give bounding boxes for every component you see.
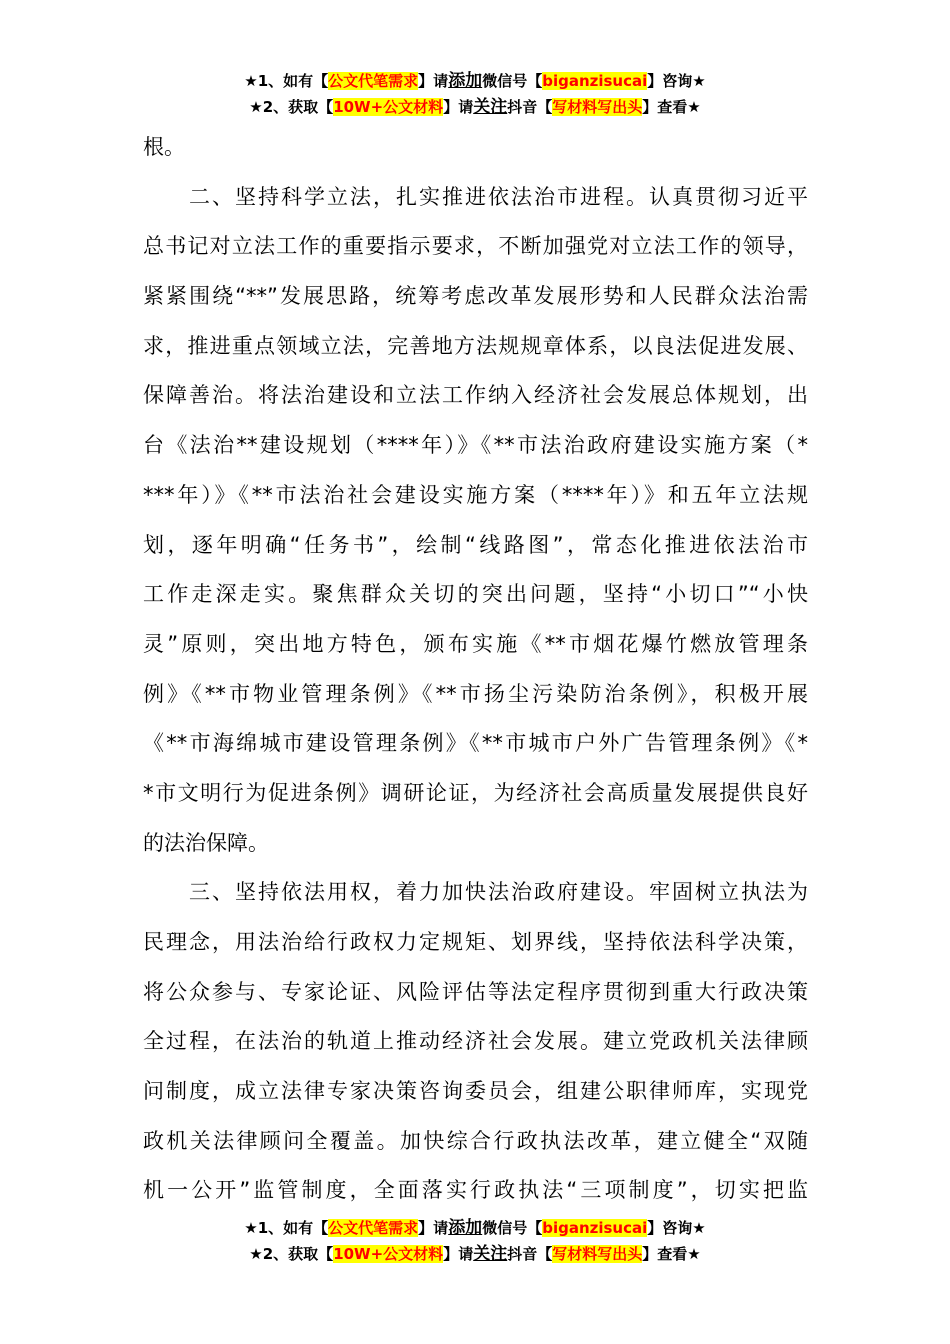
banner-line-1	[0, 68, 950, 94]
text-line: 台《法治**建设规划（****年）》《**市法治政府建设实施方案（*	[143, 433, 808, 458]
banner-line-2	[0, 1241, 950, 1267]
text-line: 例》《**市物业管理条例》《**市扬尘污染防治条例》，积极开展	[143, 681, 808, 706]
banner-text: 微信号【	[482, 1219, 543, 1237]
text-line: 《**市海绵城市建设管理条例》《**市城市户外广告管理条例》《*	[143, 731, 808, 756]
text-line: 总书记对立法工作的重要指示要求，不断加强党对立法工作的领导，	[143, 234, 808, 259]
highlight-wechat-id: biganzisucai	[542, 72, 648, 90]
footer-banner	[0, 1215, 950, 1267]
highlight-account: 写材料写出头	[552, 98, 643, 116]
highlight-service: 公文代笔需求	[328, 72, 419, 90]
banner-emphasis: 关注	[473, 97, 508, 117]
header-banner	[0, 68, 950, 120]
banner-text: ★1、如有【	[244, 72, 329, 90]
text-line: 求，推进重点领域立法，完善地方法规规章体系，以良法促进发展、	[143, 333, 808, 358]
text-line: 紧紧围绕“**”发展思路，统筹考虑改革发展形势和人民群众法治需	[143, 284, 808, 309]
text-line: 问制度，成立法律专家决策咨询委员会，组建公职律师库，实现党	[143, 1079, 808, 1104]
banner-text: 】请	[418, 72, 449, 90]
highlight-materials: 10W+公文材料	[333, 1245, 444, 1263]
text-line: 的法治保障。	[143, 830, 269, 855]
banner-emphasis: 添加	[448, 1218, 483, 1238]
text-line: 三、坚持依法用权，着力加快法治政府建设。牢固树立执法为	[143, 880, 808, 905]
highlight-account: 写材料写出头	[552, 1245, 643, 1263]
document-body	[143, 123, 808, 1216]
text-line: ***年）》《**市法治社会建设实施方案（****年）》和五年立法规	[143, 482, 808, 507]
text-line: 民理念，用法治给行政权力定规矩、划界线，坚持依法科学决策，	[143, 930, 808, 954]
banner-text: ★2、获取【	[249, 98, 334, 116]
text-line: 工作走深走实。聚焦群众关切的突出问题，坚持“小切口”“小快	[143, 582, 808, 607]
banner-text: 】请	[443, 1245, 474, 1263]
banner-text: 】咨询★	[647, 72, 706, 90]
banner-text: ★1、如有【	[244, 1219, 329, 1237]
text-line: *市文明行为促进条例》调研论证，为经济社会高质量发展提供良好	[143, 780, 808, 805]
banner-text: ★2、获取【	[249, 1245, 334, 1263]
highlight-service: 公文代笔需求	[328, 1219, 419, 1237]
banner-text: 】查看★	[642, 98, 701, 116]
banner-emphasis: 添加	[448, 71, 483, 91]
text-line: 灵”原则，突出地方特色，颁布实施《**市烟花爆竹燃放管理条	[143, 631, 808, 656]
banner-text: 】咨询★	[647, 1219, 706, 1237]
highlight-materials: 10W+公文材料	[333, 98, 444, 116]
text-line: 机一公开”监管制度，全面落实行政执法“三项制度”，切实把监	[143, 1178, 808, 1203]
banner-emphasis: 关注	[473, 1244, 508, 1264]
banner-text: 抖音【	[507, 98, 553, 116]
text-line: 全过程，在法治的轨道上推动经济社会发展。建立党政机关法律顾	[143, 1029, 808, 1054]
banner-line-2	[0, 94, 950, 120]
banner-line-1	[0, 1215, 950, 1241]
text-line: 根。	[143, 135, 185, 159]
banner-text: 】查看★	[642, 1245, 701, 1263]
text-line: 政机关法律顾问全覆盖。加快综合行政执法改革，建立健全“双随	[143, 1128, 808, 1153]
text-line: 保障善治。将法治建设和立法工作纳入经济社会发展总体规划，出	[143, 383, 808, 408]
text-line: 划，逐年明确“任务书”，绘制“线路图”，常态化推进依法治市	[143, 532, 808, 557]
banner-text: 微信号【	[482, 72, 543, 90]
banner-text: 】请	[418, 1219, 449, 1237]
banner-text: 】请	[443, 98, 474, 116]
text-line: 将公众参与、专家论证、风险评估等法定程序贯彻到重大行政决策	[143, 979, 808, 1004]
text-line: 二、坚持科学立法，扎实推进依法治市进程。认真贯彻习近平	[143, 184, 808, 209]
highlight-wechat-id: biganzisucai	[542, 1219, 648, 1237]
banner-text: 抖音【	[507, 1245, 553, 1263]
